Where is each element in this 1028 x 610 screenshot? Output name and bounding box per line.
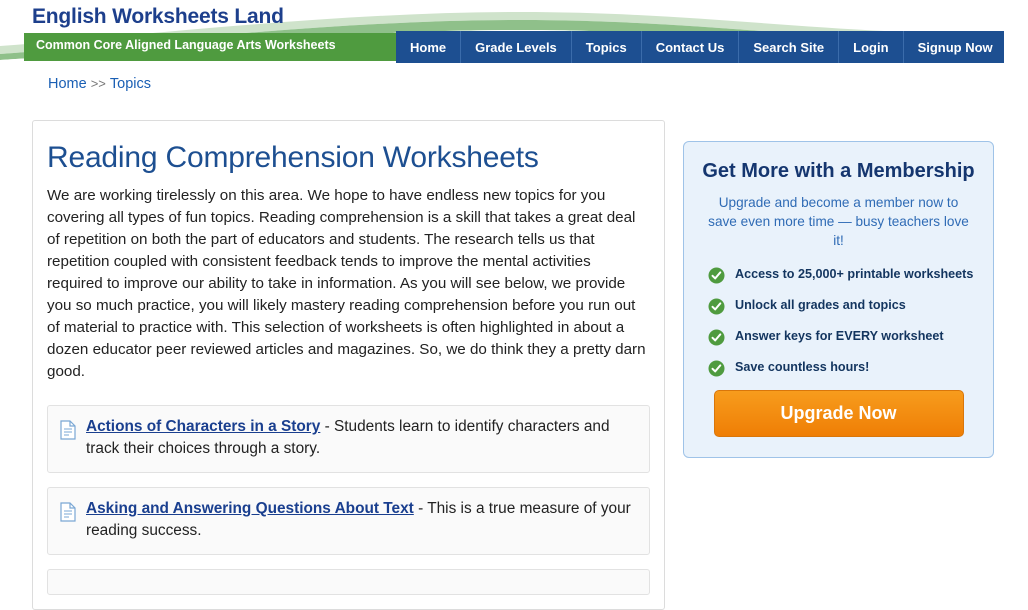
topic-description: - Students learn to identify characters and track their choices through a story. bbox=[86, 418, 610, 457]
nav-item-grade-levels[interactable]: Grade Levels bbox=[460, 31, 571, 63]
check-circle-icon bbox=[708, 267, 725, 284]
nav-item-signup-now[interactable]: Signup Now bbox=[903, 31, 1004, 63]
nav-item-contact-us[interactable]: Contact Us bbox=[641, 31, 739, 63]
check-circle-icon bbox=[708, 329, 725, 346]
benefit-row bbox=[702, 328, 975, 346]
nav-item-search-site[interactable]: Search Site bbox=[738, 31, 838, 63]
nav-item-topics[interactable]: Topics bbox=[571, 31, 641, 63]
benefit-label: Unlock all grades and topics bbox=[735, 298, 906, 312]
benefit-label: Save countless hours! bbox=[735, 360, 870, 374]
intro-paragraph: We are working tirelessly on this area. We hope to have endless new topics for you covering all types of fun topics. Reading comprehension is a skill that takes a great deal of repetition on both the part of educators and students. The research tells us that repetition coupled with consistent feedback tends to improve the mental activities required to improve our ability to take in information. As you will see below, we provide you so much practice, you will likely mastery reading comprehension before you run out of material to practice with. This selection of worksheets is often highlighted in about a dozen educator peer reviewed articles and magazines. So, we do think they a pretty darn good. bbox=[47, 187, 646, 380]
upgrade-now-button[interactable]: Upgrade Now bbox=[714, 390, 964, 437]
document-icon bbox=[60, 420, 76, 440]
list-item[interactable] bbox=[47, 405, 650, 473]
nav-item-home[interactable]: Home bbox=[410, 39, 447, 55]
topic-description: - This is a true measure of your reading success. bbox=[86, 500, 631, 539]
benefit-row bbox=[702, 297, 975, 315]
tagline-text: Common Core Aligned Language Arts Worksheets bbox=[36, 38, 336, 52]
breadcrumb-current-link[interactable]: Topics bbox=[109, 76, 151, 92]
benefit-label: Answer keys for EVERY worksheet bbox=[735, 329, 944, 343]
list-item-text bbox=[86, 416, 637, 460]
document-icon bbox=[60, 502, 76, 522]
breadcrumb-separator: >> bbox=[90, 76, 106, 91]
list-item-text bbox=[86, 498, 637, 542]
benefit-list bbox=[702, 266, 975, 377]
topic-list bbox=[47, 405, 650, 595]
breadcrumb-home-link[interactable]: Home bbox=[48, 76, 87, 92]
main-navigation bbox=[396, 31, 1004, 63]
promo-subtitle: Upgrade and become a member now to save even more time — busy teachers love it! bbox=[708, 195, 969, 248]
page-title: Reading Comprehension Worksheets bbox=[47, 141, 539, 174]
check-circle-icon bbox=[708, 360, 725, 377]
benefit-label: Access to 25,000+ printable worksheets bbox=[735, 267, 974, 281]
list-item[interactable] bbox=[47, 487, 650, 555]
site-title: English Worksheets Land bbox=[32, 5, 284, 28]
topic-link[interactable]: Asking and Answering Questions About Text bbox=[86, 500, 414, 517]
check-circle-icon bbox=[708, 298, 725, 315]
breadcrumb bbox=[48, 76, 151, 92]
membership-promo-panel bbox=[683, 141, 994, 458]
main-content-panel bbox=[32, 120, 665, 610]
site-header bbox=[0, 0, 1004, 66]
topic-link[interactable]: Actions of Characters in a Story bbox=[86, 418, 321, 435]
nav-item-login[interactable]: Login bbox=[838, 31, 902, 63]
promo-title: Get More with a Membership bbox=[702, 160, 975, 182]
benefit-row bbox=[702, 359, 975, 377]
list-item[interactable] bbox=[47, 569, 650, 595]
benefit-row bbox=[702, 266, 975, 284]
